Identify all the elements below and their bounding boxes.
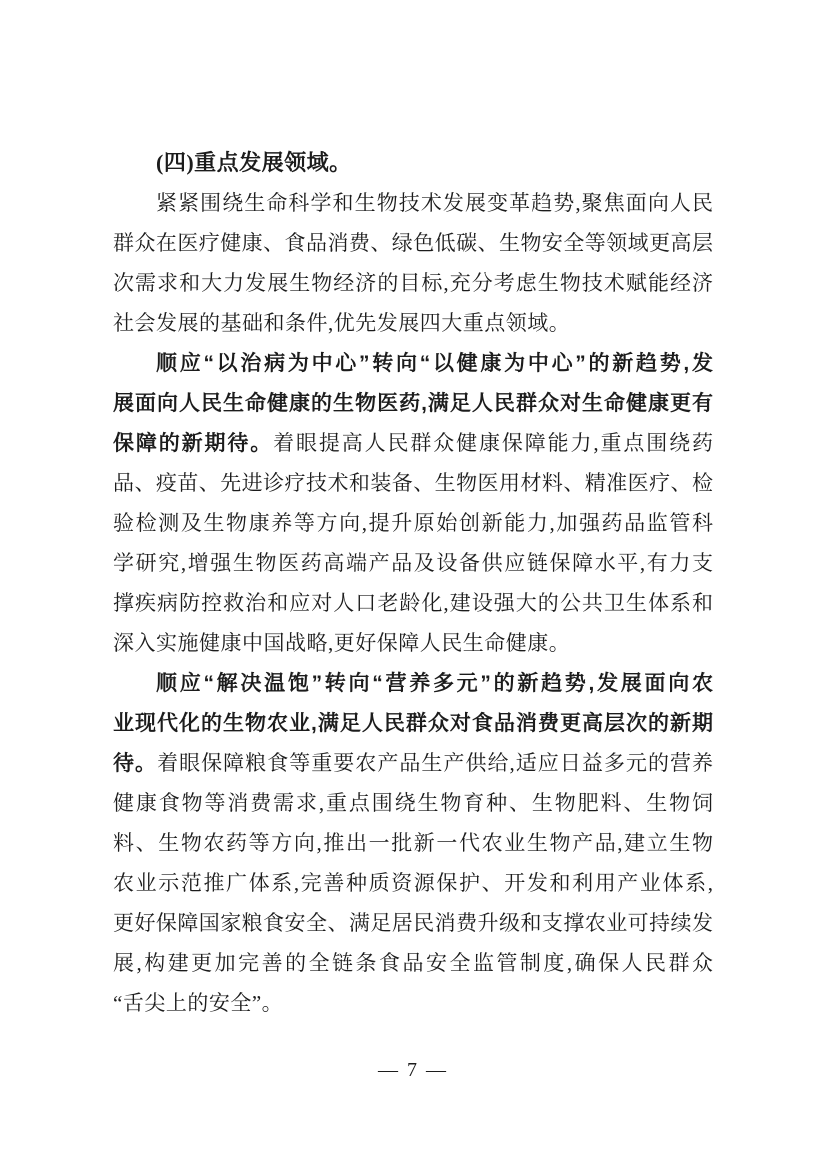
text-line <box>113 463 713 503</box>
text-run: 社会发展的基础和条件,优先发展四大重点领域。 <box>113 311 571 335</box>
bold-text-run: 保障的新期待。 <box>113 432 274 455</box>
text-run: 验检测及生物康养等方向,提升原始创新能力,加强药品监管科 <box>113 511 713 535</box>
bold-text-run: 展面向人民生命健康的生物医药,满足人民群众对生命健康更有 <box>113 392 713 415</box>
text-line <box>113 343 713 383</box>
text-run: 更好保障国家粮食安全、满足居民消费升级和支撑农业可持续发 <box>113 911 713 935</box>
bold-text-run: 业现代化的生物农业,满足人民群众对食品消费更高层次的新期 <box>113 712 713 735</box>
text-line <box>113 583 713 623</box>
text-run: 展,构建更加完善的全链条食品安全监管制度,确保人民群众 <box>113 951 713 975</box>
page-number: — 7 — <box>378 1059 448 1081</box>
text-run: 着眼保障粮食等重要农产品生产供给,适应日益多元的营养 <box>157 751 713 775</box>
text-line <box>113 223 713 263</box>
text-line <box>113 983 713 1023</box>
text-line <box>113 703 713 743</box>
text-run: 深入实施健康中国战略,更好保障人民生命健康。 <box>113 631 571 655</box>
bold-text-run: 顺应“解决温饱”转向“营养多元”的新趋势,发展面向农 <box>156 672 713 695</box>
text-run: 次需求和大力发展生物经济的目标,充分考虑生物技术赋能经济 <box>113 271 713 295</box>
text-run: 撑疾病防控救治和应对人口老龄化,建设强大的公共卫生体系和 <box>113 591 713 615</box>
text-line <box>113 503 713 543</box>
text-line <box>113 663 713 703</box>
text-run: 紧紧围绕生命科学和生物技术发展变革趋势,聚焦面向人民 <box>156 191 713 215</box>
text-line <box>113 183 713 223</box>
bold-text-run: 待。 <box>113 752 158 775</box>
text-line <box>113 383 713 423</box>
text-line <box>113 263 713 303</box>
text-line <box>113 303 713 343</box>
text-run: 健康食物等消费需求,重点围绕生物育种、生物肥料、生物饲 <box>113 791 713 815</box>
bold-text-run: 顺应“以治病为中心”转向“以健康为中心”的新趋势,发 <box>156 352 713 375</box>
document-content <box>113 143 713 1023</box>
text-run: 群众在医疗健康、食品消费、绿色低碳、生物安全等领域更高层 <box>113 231 713 255</box>
text-run: 着眼提高人民群众健康保障能力,重点围绕药 <box>273 431 713 455</box>
section-heading: (四)重点发展领域。 <box>156 150 352 175</box>
text-run: 料、生物农药等方向,推出一批新一代农业生物产品,建立生物 <box>113 831 713 855</box>
text-line <box>113 903 713 943</box>
text-run: 学研究,增强生物医药高端产品及设备供应链保障水平,有力支 <box>113 551 713 575</box>
text-line <box>113 543 713 583</box>
text-line <box>113 743 713 783</box>
text-line <box>113 823 713 863</box>
text-run: 品、疫苗、先进诊疗技术和装备、生物医用材料、精准医疗、检 <box>113 471 713 495</box>
text-line <box>113 783 713 823</box>
text-run: 农业示范推广体系,完善种质资源保护、开发和利用产业体系, <box>113 871 713 895</box>
text-line <box>113 943 713 983</box>
text-line <box>113 623 713 663</box>
text-line <box>113 863 713 903</box>
text-run: “舌尖上的安全”。 <box>113 991 284 1015</box>
text-line <box>113 423 713 463</box>
